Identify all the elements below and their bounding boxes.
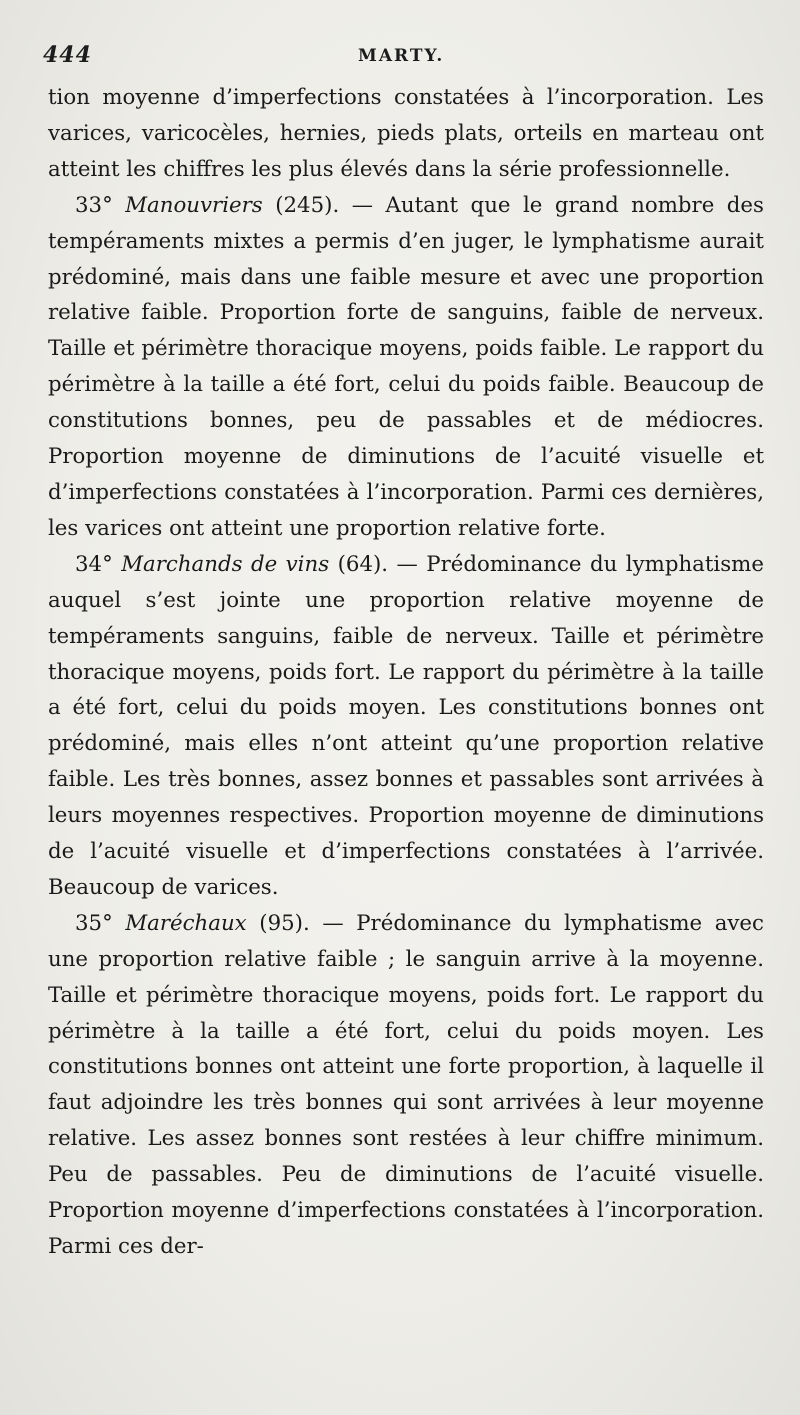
entry-dash: — xyxy=(396,551,418,577)
entry-dash: — xyxy=(351,192,373,218)
entry-text: Prédominance du lymphatisme auquel s’est jointe une proportion relative moyenne de tempéraments sanguins, faible de nerveux. Taille et périmètre thoracique moyens, poids fort. Le rapport du périmètre à la taille a été fort, celui du poids moyen. Les constitutions bonnes ont prédominé, mais elles n’ont atteint qu’une proportion relative faible. Les très bonnes, assez bonnes et passables sont arrivées à leurs moyennes respectives. Proportion moyenne de diminutions de l’acuité visuelle et d’imperfections constatées à l’arrivée. Beaucoup de varices. xyxy=(48,551,764,900)
entry-name: Manouvriers xyxy=(125,192,263,218)
page-header xyxy=(43,42,763,72)
entry-number: 33° xyxy=(75,192,113,218)
entry-number: 34° xyxy=(75,551,113,577)
entry-text: Prédominance du lymphatisme avec une proportion relative faible ; le sanguin arrive à la moyenne. Taille et périmètre thoracique moyens, poids fort. Le rapport du périmètre à la taille a été fort, celui du poids moyen. Les constitutions bonnes ont atteint une forte proportion, à laquelle il faut adjoindre les très bonnes qui sont arrivées à leur moyenne relative. Les assez bonnes sont restées à leur chiffre minimum. Peu de passables. Peu de diminutions de l’acuité visuelle. Proportion moyenne d’imperfections constatées à l’incorporation. Parmi ces der- xyxy=(48,910,764,1259)
entry-marchands-de-vins xyxy=(48,547,764,906)
entry-manouvriers xyxy=(48,188,764,547)
entry-count: (245). xyxy=(275,192,340,218)
entry-name: Maréchaux xyxy=(125,910,247,936)
entry-count: (95). xyxy=(259,910,310,936)
entry-dash: — xyxy=(322,910,344,936)
entry-marechaux xyxy=(48,906,764,1265)
running-head: MARTY. xyxy=(358,46,445,66)
paragraph-text: tion moyenne d’imperfections constatées à l’incorporation. Les varices, varicocèles, hernies, pieds plats, orteils en marteau ont atteint les chiffres les plus élevés dans la série professionnelle. xyxy=(48,85,764,182)
body-text xyxy=(48,80,764,1265)
entry-count: (64). xyxy=(337,551,389,577)
page-number: 444 xyxy=(43,42,92,68)
paragraph-continuation xyxy=(48,80,764,188)
entry-text: Autant que le grand nombre des tempéraments mixtes a permis d’en juger, le lymphatisme aurait prédominé, mais dans une faible mesure et avec une proportion relative faible. Proportion forte de sanguins, faible de nerveux. Taille et périmètre thoracique moyens, poids faible. Le rapport du périmètre à la taille a été fort, celui du poids faible. Beaucoup de constitutions bonnes, peu de passables et de médiocres. Proportion moyenne de diminutions de l’acuité visuelle et d’imperfections constatées à l’incorporation. Parmi ces dernières, les varices ont atteint une proportion relative forte. xyxy=(48,192,764,541)
entry-name: Marchands de vins xyxy=(121,551,330,577)
entry-number: 35° xyxy=(75,910,113,936)
